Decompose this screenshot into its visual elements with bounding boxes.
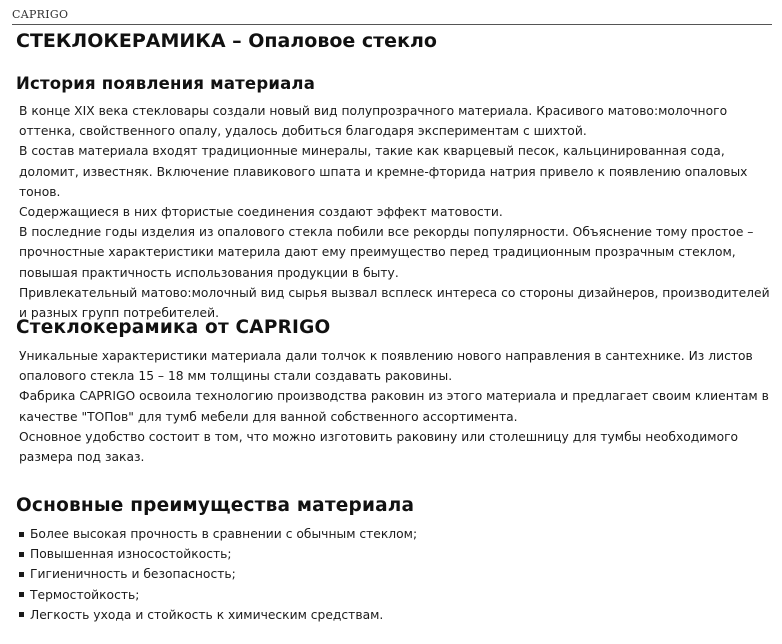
list-item xyxy=(19,544,417,564)
square-bullet-icon xyxy=(19,572,24,577)
caprigo-text xyxy=(19,346,771,467)
caprigo-paragraph: Уникальные характеристики материала дали толчок к появлению нового направления в сантехнике. Из листов опалового стекла 15 – 18 мм толщины стали создавать раковины. xyxy=(19,349,753,384)
list-item-text: Повышенная износостойкость; xyxy=(30,547,232,562)
square-bullet-icon xyxy=(19,612,24,617)
caprigo-heading: Стеклокерамика от CAPRIGO xyxy=(16,317,331,338)
brand-header xyxy=(12,6,772,25)
history-paragraph: В последние годы изделия из опалового стекла побили все рекорды популярности. Объяснение тому простое – прочностные характеристики материла дают ему преимущество перед традиционным прозрачным стеклом, повышая практичность использования продукции в быту. xyxy=(19,225,754,280)
list-item xyxy=(19,564,417,584)
list-item-text: Гигиеничность и безопасность; xyxy=(30,567,236,582)
list-item-text: Термостойкость; xyxy=(30,587,140,602)
history-paragraph: Содержащиеся в них фтористые соединения создают эффект матовости. xyxy=(19,205,503,220)
history-heading: История появления материала xyxy=(16,74,316,93)
list-item xyxy=(19,605,417,625)
page-title: СТЕКЛОКЕРАМИКА – Опаловое стекло xyxy=(16,30,437,52)
advantages-heading: Основные преимущества материала xyxy=(16,495,415,516)
brand-logo[interactable]: CAPRIGO xyxy=(12,8,69,21)
square-bullet-icon xyxy=(19,592,24,597)
list-item xyxy=(19,585,417,605)
list-item xyxy=(19,524,417,544)
caprigo-paragraph: Основное удобство состоит в том, что можно изготовить раковину или столешницу для тумбы необходимого размера под заказ. xyxy=(19,429,739,465)
advantages-list xyxy=(19,524,417,625)
history-paragraph: В состав материала входят традиционные минералы, такие как кварцевый песок, кальцинированная сода, доломит, известняк. Включение плавикового шпата и кремне-фторида натрия привело к появлению опаловых тонов. xyxy=(19,144,748,199)
list-item-text: Более высокая прочность в сравнении с обычным стеклом; xyxy=(30,527,418,541)
caprigo-paragraph: Фабрика CAPRIGO освоила технологию производства раковин из этого материала и предлагает своим клиентам в качестве "ТОПов" для тумб мебели для ванной собственного ассортимента. xyxy=(19,389,769,424)
square-bullet-icon xyxy=(19,532,24,537)
square-bullet-icon xyxy=(19,552,24,557)
history-text xyxy=(19,101,771,323)
list-item-text: Легкость ухода и стойкость к химическим средствам. xyxy=(30,607,384,622)
history-paragraph: В конце XIX века стекловары создали новый вид полупрозрачного материала. Красивого матово:молочного оттенка, свойственного опалу, удалось добиться благодаря экспериментам с шихтой. xyxy=(19,104,728,139)
history-paragraph: Привлекательный матово:молочный вид сырья вызвал всплеск интереса со стороны дизайнеров, производителей и разных групп потребителей. xyxy=(19,285,770,321)
